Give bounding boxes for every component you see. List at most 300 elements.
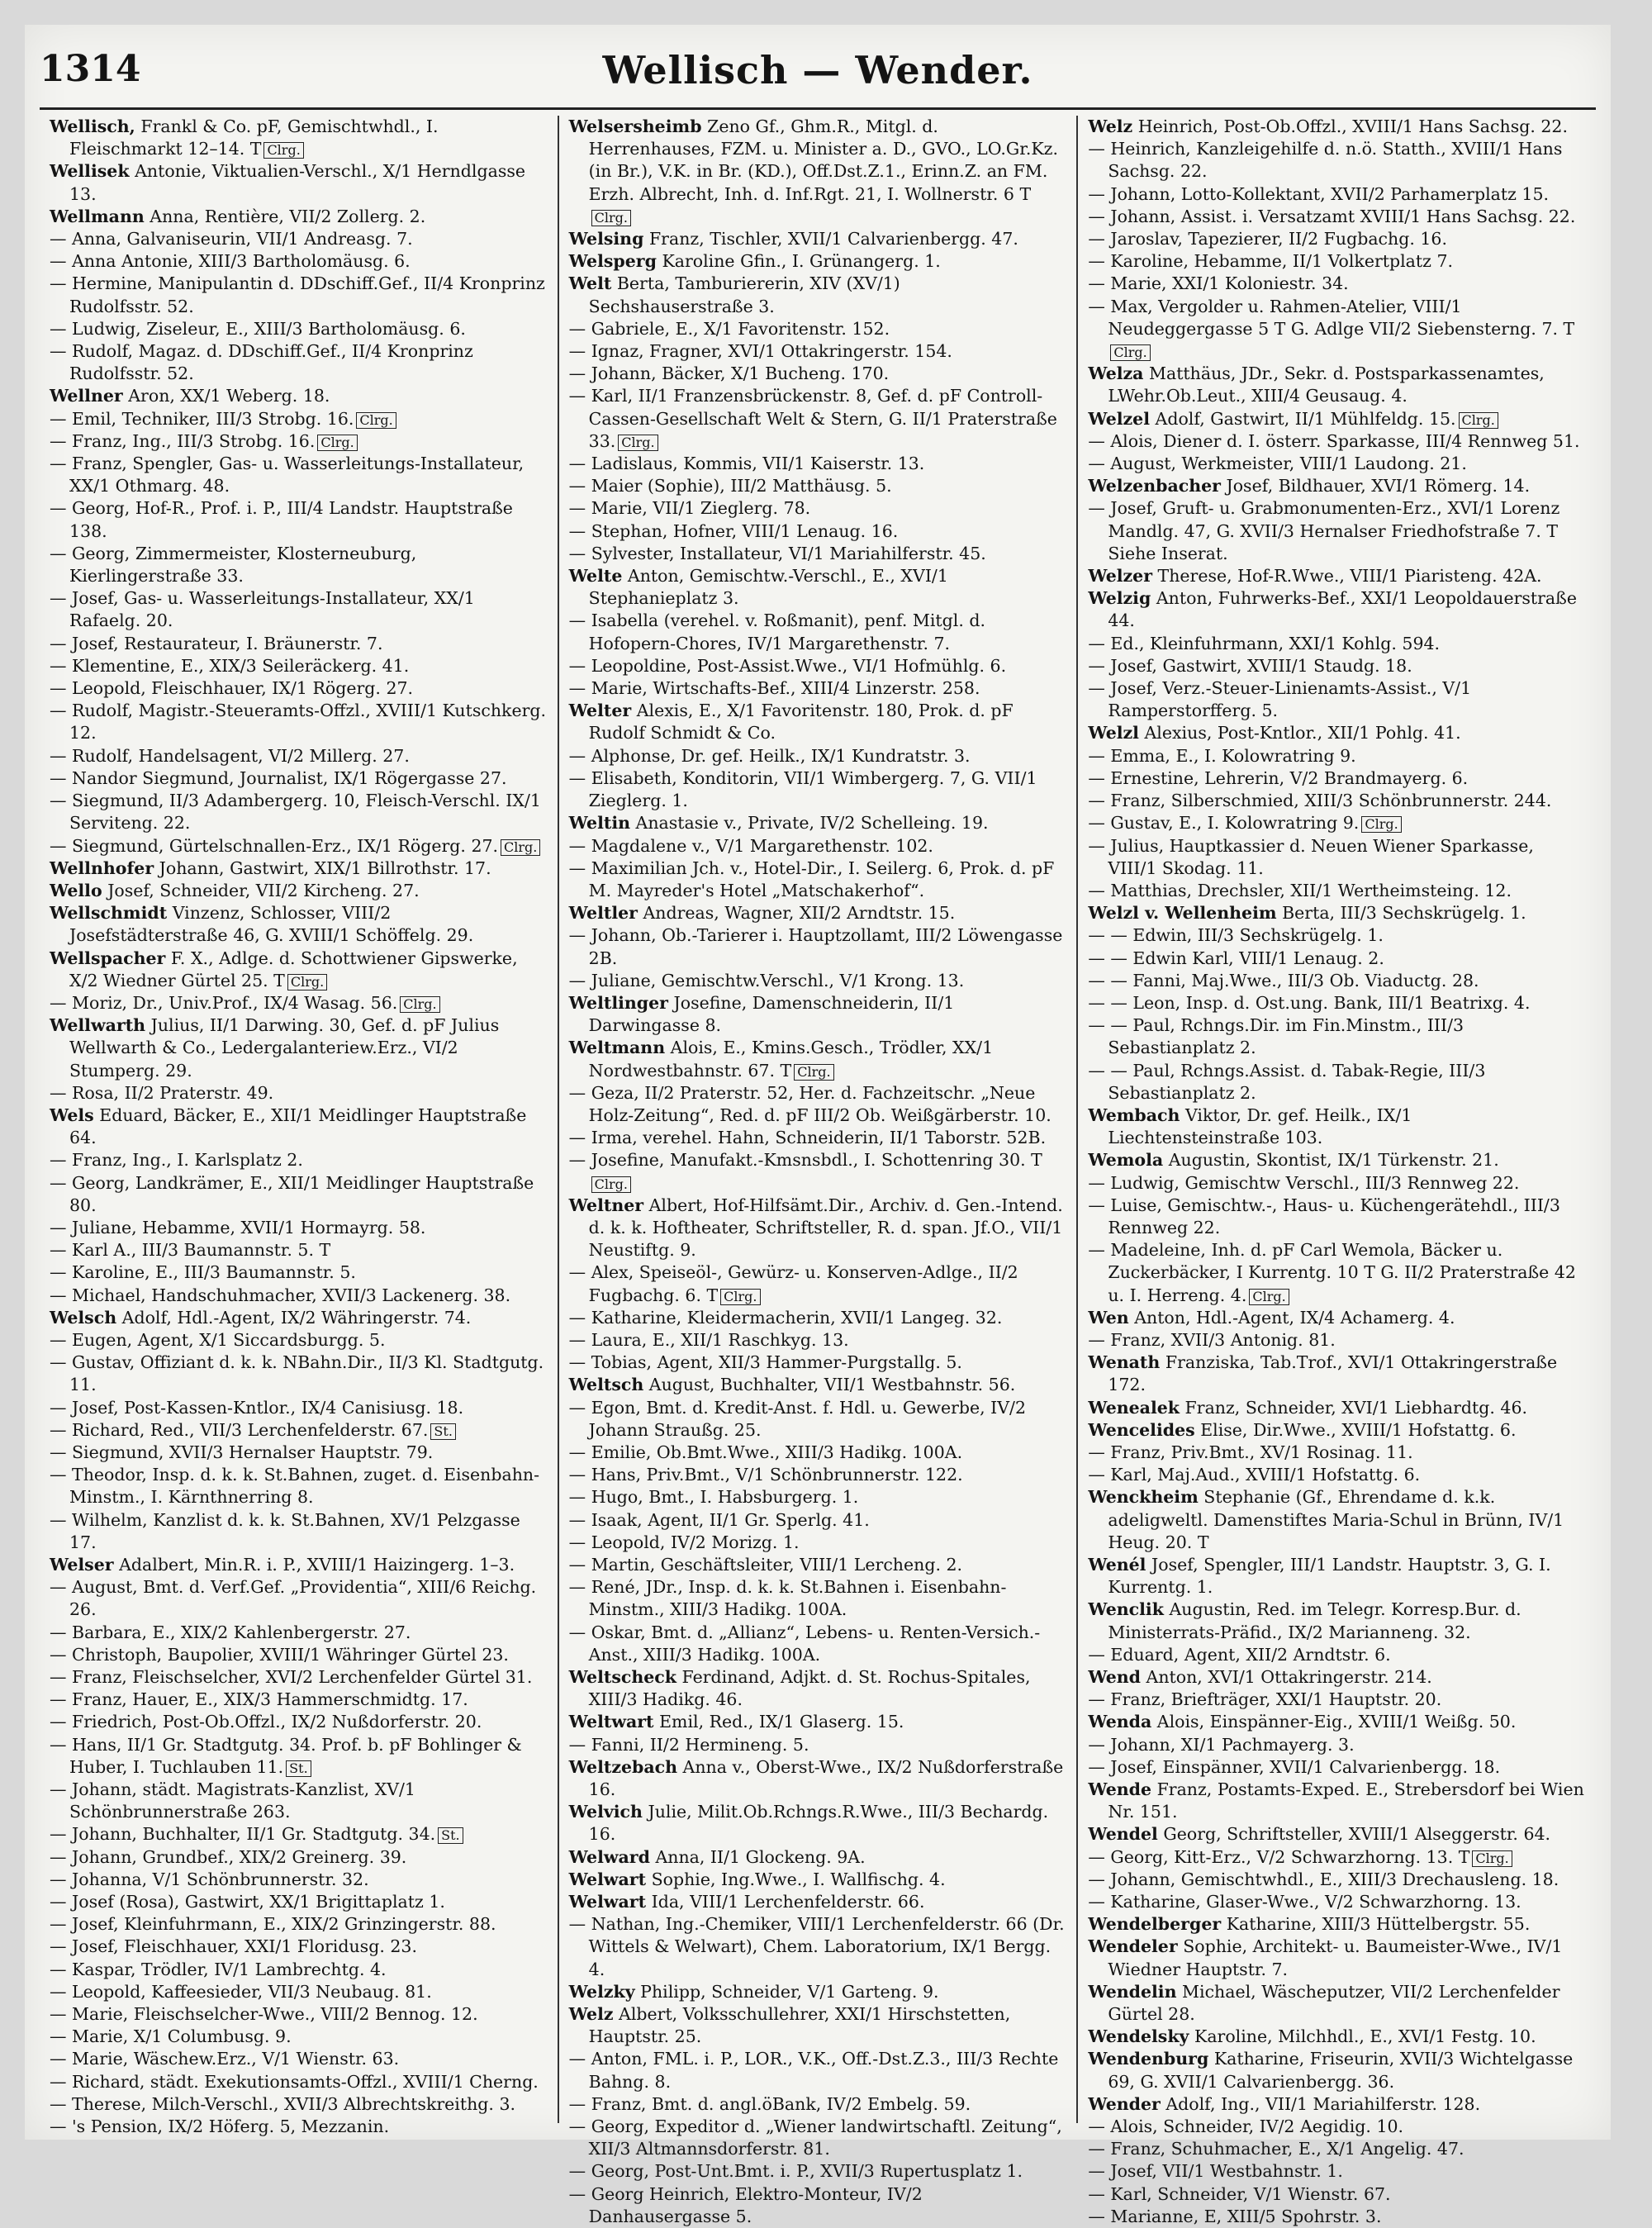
directory-entry bbox=[569, 1869, 1067, 1891]
entry-text: — Hugo, Bmt., I. Habsburgerg. 1. bbox=[568, 1487, 859, 1508]
entry-text: Berta, III/3 Sechskrügelg. 1. bbox=[1282, 903, 1526, 924]
directory-entry bbox=[569, 700, 1067, 744]
entry-text: — Johann, Grundbef., XIX/2 Greinerg. 39. bbox=[50, 1846, 407, 1867]
entry-text: — Georg Heinrich, Elektro-Monteur, IV/2 Danhausergasse 5. bbox=[568, 2183, 923, 2226]
column-2 bbox=[558, 116, 1077, 2226]
directory-entry bbox=[50, 385, 548, 407]
directory-entry bbox=[50, 2093, 548, 2116]
entry-text: — Emilie, Ob.Bmt.Wwe., XIII/3 Hadikg. 100A. bbox=[568, 1442, 963, 1462]
directory-entry bbox=[1088, 2183, 1586, 2206]
directory-entry bbox=[1088, 1891, 1586, 1913]
entry-text: — Leopold, Fleischhauer, IX/1 Rögerg. 27. bbox=[50, 678, 414, 699]
entry-text: — Franz, Silberschmied, XIII/3 Schönbrunnerstr. 244. bbox=[1088, 791, 1552, 811]
entry-surname: Wellspacher bbox=[50, 948, 166, 968]
directory-entry bbox=[569, 2048, 1067, 2093]
entry-text: — Madeleine, Inh. d. pF Carl Wemola, Bäcker u. Zuckerbäcker, I Kurrentg. 10 T G. II/2 Praterstraße 42 u. I. Herreng. 4. bbox=[1088, 1240, 1576, 1305]
entry-text: — Sylvester, Installateur, VI/1 Mariahilferstr. 45. bbox=[568, 543, 986, 563]
entry-surname: Wellwarth bbox=[50, 1015, 146, 1036]
entry-text: — Hans, II/1 Gr. Stadtgutg. 34. Prof. b. pF Bohlinger & Huber, I. Tuchlauben 11. bbox=[50, 1734, 522, 1777]
directory-entry bbox=[1088, 1329, 1586, 1352]
entry-text: Alexis, E., X/1 Favoritenstr. 180, Prok. d. pF Rudolf Schmidt & Co. bbox=[588, 701, 1014, 743]
directory-entry bbox=[50, 1959, 548, 1981]
entry-surname: Wellmann bbox=[50, 206, 145, 226]
directory-entry bbox=[1088, 2138, 1586, 2160]
entry-text: — Josef, Fleischhauer, XXI/1 Floridusg. 23. bbox=[50, 1936, 417, 1957]
entry-surname: Weltsch bbox=[568, 1375, 644, 1395]
entry-text: — Johann, Bäcker, X/1 Bucheng. 170. bbox=[568, 363, 890, 384]
entry-badge: Clrg. bbox=[1472, 1850, 1512, 1867]
directory-entry bbox=[50, 1622, 548, 1644]
directory-entry bbox=[569, 1554, 1067, 1576]
directory-entry bbox=[1088, 2160, 1586, 2183]
entry-surname: Wendel bbox=[1088, 1824, 1158, 1845]
directory-entry bbox=[569, 1082, 1067, 1127]
entry-text: Julie, Milit.Ob.Rchngs.R.Wwe., III/3 Bechardg. 16. bbox=[588, 1802, 1049, 1845]
entry-text: — Nandor Siegmund, Journalist, IX/1 Rögergasse 27. bbox=[50, 767, 507, 788]
directory-entry bbox=[569, 1127, 1067, 1149]
directory-entry bbox=[50, 206, 548, 228]
entry-text: Ida, VIII/1 Lerchenfelderstr. 66. bbox=[651, 1892, 925, 1912]
directory-entry bbox=[50, 1823, 548, 1846]
directory-entry bbox=[1088, 948, 1586, 970]
directory-entry bbox=[569, 902, 1067, 924]
directory-columns bbox=[40, 116, 1596, 2226]
entry-surname: Welsperg bbox=[568, 251, 657, 272]
column-1 bbox=[40, 116, 558, 2137]
directory-entry bbox=[50, 790, 548, 834]
entry-text: — Eduard, Agent, XII/2 Arndtstr. 6. bbox=[1088, 1644, 1391, 1665]
entry-text: — Leopoldine, Post-Assist.Wwe., VI/1 Hofmühlg. 6. bbox=[568, 655, 1007, 676]
entry-surname: Welsch bbox=[50, 1307, 117, 1328]
entry-surname: Wendenburg bbox=[1088, 2049, 1209, 2069]
page-header bbox=[40, 48, 1596, 97]
entry-text: Josefine, Damenschneiderin, II/1 Darwingasse 8. bbox=[588, 992, 955, 1036]
entry-text: Adolf, Ing., VII/1 Mariahilferstr. 128. bbox=[1165, 2093, 1481, 2114]
directory-entry bbox=[50, 1981, 548, 2003]
entry-text: — Josef, Restaurateur, I. Bräunerstr. 7. bbox=[50, 633, 383, 653]
entry-text: Josef, Spengler, III/1 Landstr. Hauptstr. 3, G. I. Kurrentg. 1. bbox=[1108, 1555, 1551, 1598]
directory-entry bbox=[569, 1037, 1067, 1081]
entry-text: — Josef (Rosa), Gastwirt, XX/1 Brigittaplatz 1. bbox=[50, 1892, 445, 1912]
directory-entry bbox=[1088, 453, 1586, 475]
directory-entry bbox=[569, 677, 1067, 700]
directory-entry bbox=[569, 610, 1067, 654]
entry-text: — Gabriele, E., X/1 Favoritenstr. 152. bbox=[568, 318, 890, 339]
directory-entry bbox=[1088, 902, 1586, 924]
directory-entry bbox=[569, 453, 1067, 475]
entry-text: — Marie, VII/1 Zieglerg. 78. bbox=[568, 498, 811, 519]
entry-text: — Franz, Spengler, Gas- u. Wasserleitungs-Installateur, XX/1 Othmarg. 48. bbox=[50, 454, 525, 496]
directory-entry bbox=[569, 1374, 1067, 1396]
entry-text: — Emma, E., I. Kolowratring 9. bbox=[1088, 745, 1356, 766]
entry-text: — Franz, Schuhmacher, E., X/1 Angelig. 47. bbox=[1088, 2139, 1464, 2159]
directory-entry bbox=[1088, 2093, 1586, 2116]
entry-text: Michael, Wäscheputzer, VII/2 Lerchenfelder Gürtel 28. bbox=[1108, 1981, 1560, 2025]
directory-entry bbox=[1088, 1711, 1586, 1733]
entry-badge: St. bbox=[286, 1760, 311, 1777]
directory-entry bbox=[569, 1711, 1067, 1733]
entry-text: Eduard, Bäcker, E., XII/1 Meidlinger Hauptstraße 64. bbox=[69, 1104, 527, 1148]
directory-entry bbox=[50, 1397, 548, 1419]
entry-surname: Wenath bbox=[1088, 1352, 1161, 1373]
directory-entry bbox=[1088, 1913, 1586, 1936]
directory-entry bbox=[50, 1104, 548, 1149]
directory-entry bbox=[1088, 1936, 1586, 1980]
directory-entry bbox=[569, 1801, 1067, 1846]
directory-entry bbox=[50, 543, 548, 587]
entry-badge: Clrg. bbox=[1459, 412, 1498, 429]
entry-text: — Siegmund, Gürtelschnallen-Erz., IX/1 Rögerg. 27. bbox=[50, 835, 499, 856]
entry-surname: Welzel bbox=[1088, 408, 1150, 429]
entry-surname: Welte bbox=[568, 566, 623, 587]
directory-entry bbox=[569, 1149, 1067, 1194]
entry-text: — Johann, Assist. i. Versatzamt XVIII/1 Hans Sachsg. 22. bbox=[1088, 206, 1576, 226]
entry-text: Anton, Gemischtw.-Verschl., E., XVI/1 Stephanieplatz 3. bbox=[588, 566, 948, 609]
entry-surname: Wellisch, bbox=[50, 116, 135, 136]
entry-text: — Franz, Hauer, E., XIX/3 Hammerschmidtg. 17. bbox=[50, 1689, 468, 1710]
directory-entry bbox=[1088, 722, 1586, 744]
directory-entry bbox=[1088, 1172, 1586, 1195]
entry-text: Anton, Hdl.-Agent, IX/4 Achamerg. 4. bbox=[1134, 1307, 1455, 1328]
directory-entry bbox=[50, 1644, 548, 1666]
entry-text: Viktor, Dr. gef. Heilk., IX/1 Liechtensteinstraße 103. bbox=[1108, 1104, 1412, 1148]
directory-entry bbox=[50, 453, 548, 497]
directory-entry bbox=[50, 1734, 548, 1779]
entry-badge: St. bbox=[438, 1827, 463, 1844]
entry-text: Berta, Tamburiererin, XIV (XV/1) Sechshauserstraße 3. bbox=[588, 273, 900, 316]
entry-text: — Marie, X/1 Columbusg. 9. bbox=[50, 2026, 292, 2047]
directory-entry bbox=[50, 1554, 548, 1576]
entry-surname: Welwart bbox=[568, 1892, 647, 1912]
directory-entry bbox=[50, 587, 548, 632]
entry-surname: Welz bbox=[1088, 116, 1133, 136]
directory-entry bbox=[569, 2116, 1067, 2160]
entry-text: Katharine, Friseurin, XVII/3 Wichtelgasse 69, G. XVII/1 Calvarienbergg. 36. bbox=[1108, 2049, 1574, 2092]
directory-entry bbox=[50, 1464, 548, 1508]
directory-entry bbox=[1088, 1846, 1586, 1869]
entry-badge: St. bbox=[430, 1423, 455, 1440]
entry-surname: Welzenbacher bbox=[1088, 476, 1221, 496]
entry-text: — Isabella (verehel. v. Roßmanit), penf. Mitgl. d. Hofopern-Chores, IV/1 Margarethenstr. 7. bbox=[568, 610, 986, 653]
directory-entry bbox=[1088, 1195, 1586, 1239]
directory-entry bbox=[569, 565, 1067, 610]
entry-text: — Irma, verehel. Hahn, Schneiderin, II/1 Taborstr. 52B. bbox=[568, 1128, 1047, 1148]
directory-entry bbox=[569, 812, 1067, 834]
directory-entry bbox=[50, 1779, 548, 1823]
page-number: 1314 bbox=[40, 48, 141, 90]
directory-entry bbox=[1088, 1307, 1586, 1329]
entry-text: Matthäus, JDr., Sekr. d. Postsparkassenamtes, LWehr.Ob.Leut., XIII/4 Geusaug. 4. bbox=[1108, 363, 1545, 406]
entry-badge: Clrg. bbox=[317, 435, 357, 451]
directory-entry bbox=[569, 1734, 1067, 1756]
entry-badge: Clrg. bbox=[1249, 1289, 1289, 1305]
entry-text: — Maximilian Jch. v., Hotel-Dir., I. Seilerg. 6, Prok. d. pF M. Mayreder's Hotel „Matschakerhof“. bbox=[568, 857, 1055, 900]
entry-surname: Wello bbox=[50, 880, 102, 900]
entry-text: — Georg, Zimmermeister, Klosterneuburg, Kierlingerstraße 33. bbox=[50, 543, 417, 587]
directory-entry bbox=[1088, 565, 1586, 587]
entry-text: — Ed., Kleinfuhrmann, XXI/1 Kohlg. 594. bbox=[1088, 633, 1441, 653]
directory-entry bbox=[50, 948, 548, 992]
entry-text: — Karl, II/1 Franzensbrückenstr. 8, Gef. d. pF Controll-Cassen-Gesellschaft Welt & Stern, G. II/1 Praterstraße 33. bbox=[568, 386, 1057, 451]
directory-entry bbox=[569, 385, 1067, 453]
directory-entry bbox=[1088, 655, 1586, 677]
entry-text: Adolf, Hdl.-Agent, IX/2 Währingerstr. 74. bbox=[121, 1307, 472, 1328]
entry-text: — 's Pension, IX/2 Höferg. 5, Mezzanin. bbox=[50, 2116, 390, 2137]
directory-entry bbox=[50, 408, 548, 430]
directory-entry bbox=[50, 902, 548, 947]
directory-entry bbox=[50, 1576, 548, 1621]
entry-surname: Wenckheim bbox=[1088, 1487, 1199, 1508]
entry-text: Emil, Red., IX/1 Glaserg. 15. bbox=[659, 1712, 904, 1732]
directory-entry bbox=[569, 475, 1067, 497]
entry-surname: Weltlinger bbox=[568, 992, 668, 1013]
entry-text: — Ignaz, Fragner, XVI/1 Ottakringerstr. 154. bbox=[568, 341, 952, 362]
directory-entry bbox=[50, 1217, 548, 1239]
entry-text: — Nathan, Ing.-Chemiker, VIII/1 Lerchenfelderstr. 66 (Dr. Wittels & Welwart), Chem. Laboratorium, IX/1 Bergg. 4. bbox=[568, 1914, 1065, 1979]
entry-surname: Wendelberger bbox=[1088, 1914, 1222, 1935]
directory-entry bbox=[569, 520, 1067, 543]
entry-text: Heinrich, Post-Ob.Offzl., XVIII/1 Hans Sachsg. 22. bbox=[1137, 116, 1568, 136]
entry-badge: Clrg. bbox=[501, 839, 540, 856]
directory-entry bbox=[1088, 1823, 1586, 1846]
entry-text: Karoline, Milchhdl., E., XVI/1 Festg. 10. bbox=[1194, 2026, 1536, 2047]
entry-text: Augustin, Red. im Telegr. Korresp.Bur. d. Ministerrats-Präfid., IX/2 Marianneng. 32. bbox=[1108, 1599, 1521, 1642]
entry-text: Antonie, Viktualien-Verschl., X/1 Herndlgasse 13. bbox=[69, 161, 525, 204]
entry-text: — Anna Antonie, XIII/3 Bartholomäusg. 6. bbox=[50, 251, 411, 272]
directory-entry bbox=[50, 1149, 548, 1171]
entry-text: — Elisabeth, Konditorin, VII/1 Wimbergerg. 7, G. VII/1 Zieglerg. 1. bbox=[568, 767, 1037, 811]
directory-entry bbox=[1088, 1486, 1586, 1554]
entry-text: Therese, Hof-R.Wwe., VIII/1 Piaristeng. 42A. bbox=[1157, 566, 1542, 587]
entry-badge: Clrg. bbox=[720, 1289, 760, 1305]
directory-entry bbox=[1088, 2116, 1586, 2138]
entry-text: — Leopold, IV/2 Morizg. 1. bbox=[568, 1532, 800, 1552]
entry-surname: Welsing bbox=[568, 229, 644, 249]
entry-text: Anastasie v., Private, IV/2 Schelleing. 19. bbox=[635, 813, 989, 834]
directory-entry bbox=[50, 1689, 548, 1711]
entry-text: — Rosa, II/2 Praterstr. 49. bbox=[50, 1082, 274, 1103]
running-head: Wellisch — Wender. bbox=[602, 48, 1033, 93]
entry-text: — Johann, XI/1 Pachmayerg. 3. bbox=[1088, 1734, 1355, 1755]
entry-text: — Richard, städt. Exekutionsamts-Offzl., XVIII/1 Cherng. bbox=[50, 2071, 539, 2092]
entry-surname: Wencelides bbox=[1088, 1419, 1195, 1440]
column-3 bbox=[1076, 116, 1596, 2226]
entry-text: — Egon, Bmt. d. Kredit-Anst. f. Hdl. u. Gewerbe, IV/2 Johann Straußg. 25. bbox=[568, 1397, 1027, 1440]
entry-surname: Welzl bbox=[1088, 723, 1139, 743]
entry-text: — Gustav, E., I. Kolowratring 9. bbox=[1088, 813, 1360, 834]
entry-text: — Josef, Einspänner, XVII/1 Calvarienbergg. 18. bbox=[1088, 1756, 1501, 1777]
directory-entry bbox=[50, 1711, 548, 1733]
entry-surname: Weltler bbox=[568, 903, 638, 924]
directory-entry bbox=[50, 1172, 548, 1217]
directory-entry bbox=[1088, 2206, 1586, 2228]
entry-text: — Katharine, Glaser-Wwe., V/2 Schwarzhorng. 13. bbox=[1088, 1892, 1521, 1912]
entry-text: Franz, Tischler, XVII/1 Calvarienbergg. 47. bbox=[648, 229, 1018, 249]
directory-entry bbox=[1088, 1442, 1586, 1464]
entry-text: — Marie, Wirtschafts-Bef., XIII/4 Linzerstr. 258. bbox=[568, 678, 980, 699]
entry-text: — Franz, Bmt. d. angl.öBank, IV/2 Embelg. 59. bbox=[568, 2093, 971, 2114]
entry-text: — Franz, Fleischselcher, XVI/2 Lerchenfelder Gürtel 31. bbox=[50, 1667, 533, 1688]
entry-text: Julius, II/1 Darwing. 30, Gef. d. pF Julius Wellwarth & Co., Ledergalanteriew.Erz., VI/2 Stumperg. 29. bbox=[69, 1015, 500, 1081]
directory-entry bbox=[1088, 363, 1586, 407]
entry-text: — Josef, Gruft- u. Grabmonumenten-Erz., XVI/1 Lorenz Mandlg. 47, G. XVII/3 Hernalser Friedhofstraße 7. T Siehe Inserat. bbox=[1088, 498, 1560, 563]
entry-text: — Josef, Kleinfuhrmann, E., XIX/2 Grinzingerstr. 88. bbox=[50, 1914, 496, 1935]
directory-entry bbox=[50, 1239, 548, 1261]
entry-surname: Welzl v. Wellenheim bbox=[1088, 903, 1277, 924]
directory-entry bbox=[1088, 2048, 1586, 2093]
entry-surname: Welzky bbox=[568, 1981, 635, 2002]
entry-surname: Weltwart bbox=[568, 1712, 654, 1732]
directory-entry bbox=[569, 318, 1067, 340]
entry-text: — August, Bmt. d. Verf.Gef. „Providentia“, XIII/6 Reichg. 26. bbox=[50, 1577, 537, 1620]
directory-entry bbox=[50, 318, 548, 340]
directory-entry bbox=[569, 1532, 1067, 1554]
entry-text: — Ladislaus, Kommis, VII/1 Kaiserstr. 13. bbox=[568, 454, 925, 474]
entry-text: — Isaak, Agent, II/1 Gr. Sperlg. 41. bbox=[568, 1509, 870, 1530]
entry-surname: Weltzebach bbox=[568, 1756, 678, 1777]
directory-entry bbox=[1088, 1756, 1586, 1779]
entry-text: Georg, Schriftsteller, XVIII/1 Alseggerstr. 64. bbox=[1163, 1824, 1551, 1845]
directory-entry bbox=[50, 1082, 548, 1104]
directory-entry bbox=[1088, 1014, 1586, 1059]
directory-entry bbox=[569, 363, 1067, 385]
entry-badge: Clrg. bbox=[1361, 816, 1401, 833]
entry-text: — Johann, Gemischtwhdl., E., XIII/3 Drechausleng. 18. bbox=[1088, 1869, 1559, 1889]
directory-entry bbox=[50, 2071, 548, 2093]
entry-text: — Alois, Schneider, IV/2 Aegidig. 10. bbox=[1088, 2116, 1404, 2137]
entry-text: — — Leon, Insp. d. Ost.ung. Bank, III/1 Beatrixg. 4. bbox=[1088, 992, 1531, 1013]
directory-entry bbox=[569, 497, 1067, 520]
entry-text: — Karl A., III/3 Baumannstr. 5. T bbox=[50, 1240, 331, 1261]
directory-entry bbox=[1088, 1419, 1586, 1442]
directory-entry bbox=[1088, 116, 1586, 138]
entry-text: — Christoph, Baupolier, XVIII/1 Währinger Gürtel 23. bbox=[50, 1644, 509, 1665]
entry-text: Josef, Bildhauer, XVI/1 Römerg. 14. bbox=[1226, 476, 1531, 496]
entry-text: — Johann, Buchhalter, II/1 Gr. Stadtgutg. 34. bbox=[50, 1824, 436, 1845]
entry-text: — Alphonse, Dr. gef. Heilk., IX/1 Kundratstr. 3. bbox=[568, 745, 971, 766]
entry-surname: Welward bbox=[568, 1846, 650, 1867]
directory-entry bbox=[50, 1846, 548, 1869]
directory-entry bbox=[50, 767, 548, 790]
directory-entry bbox=[1088, 767, 1586, 790]
entry-text: Karoline Gfin., I. Grünangerg. 1. bbox=[662, 251, 941, 272]
entry-text: — Georg, Post-Unt.Bmt. i. P., XVII/3 Rupertusplatz 1. bbox=[568, 2161, 1023, 2182]
entry-surname: Weltmann bbox=[568, 1038, 666, 1058]
directory-entry bbox=[50, 340, 548, 385]
entry-text: Josef, Schneider, VII/2 Kircheng. 27. bbox=[107, 880, 420, 900]
entry-badge: Clrg. bbox=[591, 1176, 631, 1193]
directory-entry bbox=[1088, 1104, 1586, 1149]
directory-entry bbox=[1088, 2026, 1586, 2048]
entry-text: Ferdinand, Adjkt. d. St. Rochus-Spitales, XIII/3 Hadikg. 46. bbox=[588, 1667, 1031, 1710]
directory-entry bbox=[569, 1981, 1067, 2003]
entry-text: Frankl & Co. pF, Gemischtwhdl., I. Fleischmarkt 12–14. T bbox=[69, 116, 439, 159]
directory-entry bbox=[1088, 296, 1586, 363]
entry-text: Albert, Hof-Hilfsämt.Dir., Archiv. d. Gen.-Intend. d. k. k. Hoftheater, Schriftsteller, R. d. span. Jf.O., VII/1 Neustiftg. 9. bbox=[588, 1195, 1063, 1261]
directory-entry bbox=[50, 992, 548, 1014]
directory-entry bbox=[1088, 1689, 1586, 1711]
entry-surname: Welvich bbox=[568, 1802, 643, 1822]
directory-entry bbox=[569, 1329, 1067, 1352]
directory-entry bbox=[569, 2093, 1067, 2116]
entry-surname: Wenealek bbox=[1088, 1397, 1180, 1418]
entry-surname: Wend bbox=[1088, 1667, 1141, 1688]
entry-text: — René, JDr., Insp. d. k. k. St.Bahnen i. Eisenbahn-Minstm., XIII/3 Hadikg. 100A. bbox=[568, 1577, 1007, 1620]
directory-entry bbox=[1088, 1352, 1586, 1396]
directory-entry bbox=[1088, 924, 1586, 947]
entry-text: — Eugen, Agent, X/1 Siccardsburgg. 5. bbox=[50, 1329, 386, 1350]
directory-entry bbox=[50, 250, 548, 273]
entry-text: Andreas, Wagner, XII/2 Arndtstr. 15. bbox=[643, 903, 956, 924]
entry-surname: Wenél bbox=[1088, 1555, 1146, 1575]
entry-text: — Karl, Maj.Aud., XVIII/1 Hofstattg. 6. bbox=[1088, 1465, 1421, 1485]
entry-text: — Martin, Geschäftsleiter, VIII/1 Lercheng. 2. bbox=[568, 1555, 963, 1575]
entry-text: Franz, Postamts-Exped. E., Strebersdorf bei Wien Nr. 151. bbox=[1108, 1779, 1584, 1822]
directory-entry bbox=[50, 1666, 548, 1689]
directory-entry bbox=[50, 2026, 548, 2048]
directory-entry bbox=[569, 1352, 1067, 1374]
directory-entry bbox=[50, 497, 548, 542]
entry-text: — Max, Vergolder u. Rahmen-Atelier, VIII/1 Neudeggergasse 5 T G. Adlge VII/2 Siebensterng. 7. T bbox=[1088, 296, 1575, 339]
entry-text: — Ernestine, Lehrerin, V/2 Brandmayerg. 6. bbox=[1088, 767, 1469, 788]
directory-entry bbox=[50, 1261, 548, 1284]
entry-text: Alois, Einspänner-Eig., XVIII/1 Weißg. 50. bbox=[1156, 1712, 1517, 1732]
entry-text: — Richard, Red., VII/3 Lerchenfelderstr. 67. bbox=[50, 1419, 429, 1440]
directory-entry bbox=[569, 543, 1067, 565]
directory-entry bbox=[1088, 970, 1586, 992]
entry-text: — — Paul, Rchngs.Assist. d. Tabak-Regie, III/3 Sebastianplatz 2. bbox=[1088, 1060, 1486, 1103]
entry-text: — Josef, Gastwirt, XVIII/1 Staudg. 18. bbox=[1088, 655, 1412, 676]
directory-entry bbox=[50, 160, 548, 205]
directory-entry bbox=[1088, 206, 1586, 228]
entry-surname: Weltner bbox=[568, 1195, 644, 1215]
entry-text: — Anna, Galvaniseurin, VII/1 Andreasg. 7. bbox=[50, 229, 413, 249]
entry-surname: Wembach bbox=[1088, 1104, 1180, 1125]
entry-text: — Emil, Techniker, III/3 Strobg. 16. bbox=[50, 408, 354, 429]
directory-entry bbox=[1088, 790, 1586, 812]
entry-text: — Barbara, E., XIX/2 Kahlenbergerstr. 27. bbox=[50, 1622, 411, 1642]
entry-text: — Theodor, Insp. d. k. k. St.Bahnen, zuget. d. Eisenbahn-Minstm., I. Kärnthnerring 8. bbox=[50, 1465, 540, 1508]
entry-text: — — Fanni, Maj.Wwe., III/3 Ob. Viaductg. 28. bbox=[1088, 970, 1479, 990]
entry-surname: Wellner bbox=[50, 386, 123, 406]
entry-surname: Wendeler bbox=[1088, 1936, 1178, 1957]
entry-badge: Clrg. bbox=[400, 996, 439, 1013]
entry-text: — Michael, Handschuhmacher, XVII/3 Lackenerg. 38. bbox=[50, 1285, 511, 1305]
entry-text: — Georg, Landkrämer, E., XII/1 Meidlinger Hauptstraße 80. bbox=[50, 1172, 534, 1215]
entry-surname: Weltscheck bbox=[568, 1667, 676, 1688]
entry-surname: Welza bbox=[1088, 363, 1144, 384]
entry-text: — Luise, Gemischtw.-, Haus- u. Küchengerätehdl., III/3 Rennweg 22. bbox=[1088, 1195, 1560, 1238]
entry-text: — Rudolf, Magistr.-Steueramts-Offzl., XVIII/1 Kutschkerg. 12. bbox=[50, 701, 547, 743]
directory-entry bbox=[569, 1891, 1067, 1913]
directory-entry bbox=[569, 228, 1067, 250]
entry-text: F. X., Adlge. d. Schottwiener Gipswerke, X/2 Wiedner Gürtel 25. T bbox=[69, 948, 518, 990]
entry-text: — Alex, Speiseöl-, Gewürz- u. Konserven-Adlge., II/2 Fugbachg. 6. T bbox=[568, 1262, 1018, 1305]
directory-entry bbox=[50, 745, 548, 767]
directory-entry bbox=[50, 116, 548, 160]
directory-entry bbox=[1088, 1464, 1586, 1486]
entry-text: — Franz, XVII/3 Antonig. 81. bbox=[1088, 1329, 1336, 1350]
directory-entry bbox=[50, 1891, 548, 1913]
entry-badge: Clrg. bbox=[618, 435, 657, 451]
entry-surname: Wenclik bbox=[1088, 1599, 1164, 1620]
directory-entry bbox=[569, 970, 1067, 992]
entry-text: — Katharine, Kleidermacherin, XVII/1 Langeg. 32. bbox=[568, 1307, 1003, 1328]
entry-text: — Julius, Hauptkassier d. Neuen Wiener Sparkasse, VIII/1 Skodag. 11. bbox=[1088, 835, 1534, 878]
directory-entry bbox=[1088, 835, 1586, 880]
directory-entry bbox=[569, 1666, 1067, 1711]
directory-entry bbox=[1088, 677, 1586, 722]
